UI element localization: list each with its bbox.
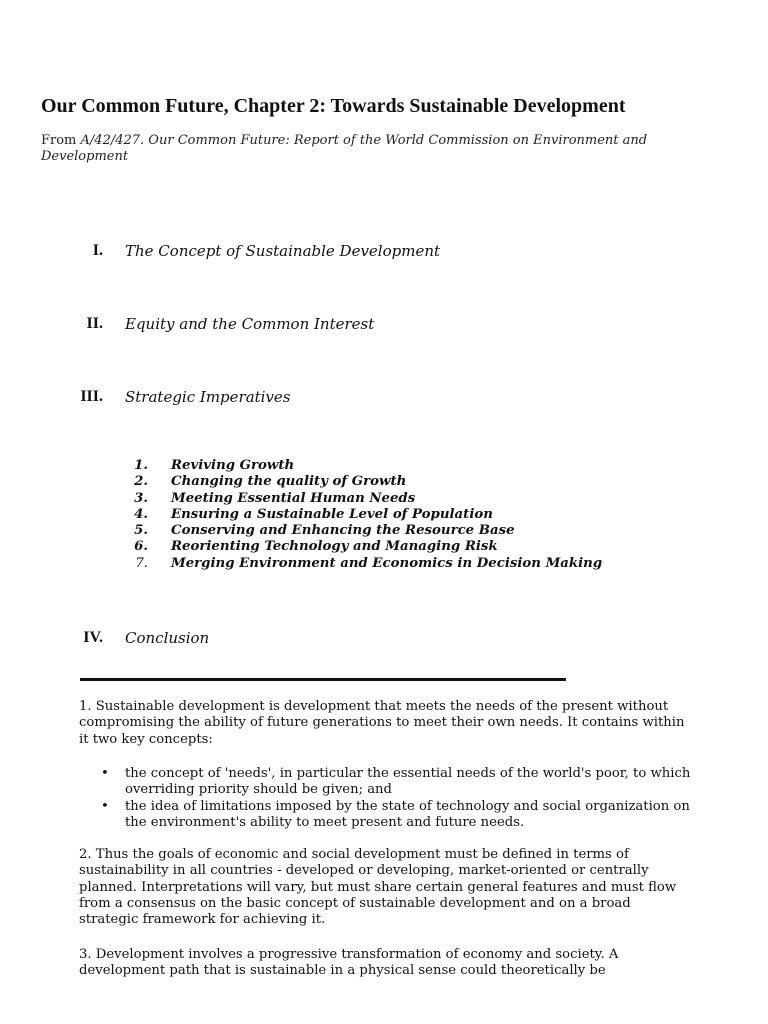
imperative-link[interactable]: Merging Environment and Economics in Decision Making xyxy=(171,555,603,571)
imperative-link[interactable]: Reorienting Technology and Managing Risk xyxy=(171,539,498,555)
bullet-icon: • xyxy=(101,798,109,814)
bullet-item xyxy=(79,766,694,799)
list-number: 7. xyxy=(135,555,148,571)
section-number: I. xyxy=(92,242,103,259)
bullet-text: the concept of 'needs', in particular the essential needs of the world's poor, to which overriding priority should be given; and xyxy=(125,766,691,798)
section-link-conclusion[interactable]: Conclusion xyxy=(125,629,210,647)
list-number: 2. xyxy=(134,474,148,490)
bullet-list xyxy=(79,766,694,831)
list-number: 6. xyxy=(134,539,148,555)
page-title: Our Common Future, Chapter 2: Towards Sustainable Development xyxy=(41,95,626,117)
list-item[interactable] xyxy=(100,491,700,507)
bullet-icon: • xyxy=(101,766,109,781)
imperative-link[interactable]: Changing the quality of Growth xyxy=(171,474,407,490)
source-citation xyxy=(41,133,691,165)
section-link-equity[interactable]: Equity and the Common Interest xyxy=(125,315,375,333)
list-item[interactable] xyxy=(100,523,700,539)
source-title: . Our Common Future: Report of the World Commission on Environment and Development xyxy=(41,133,648,164)
list-item[interactable] xyxy=(100,539,700,555)
horizontal-divider xyxy=(80,678,566,681)
list-item[interactable] xyxy=(100,556,700,572)
list-item[interactable] xyxy=(100,507,700,523)
paragraph-2: 2. Thus the goals of economic and social development must be defined in terms of sustainability in all countries - developed or developing, market-oriented or centrally planned. Interpretations will vary, but must share certain general features and must flow from a consensus on the basic concept of sustainable development and on a broad strategic framework for achieving it. xyxy=(79,847,677,928)
section-number: III. xyxy=(80,388,103,405)
list-item[interactable] xyxy=(100,474,700,490)
section-number: IV. xyxy=(83,629,103,646)
imperative-link[interactable]: Meeting Essential Human Needs xyxy=(171,490,416,506)
list-number: 1. xyxy=(134,458,148,473)
bullet-text: the idea of limitations imposed by the state of technology and social organization on the environment's ability to meet present and future needs. xyxy=(125,798,690,830)
source-ref-link[interactable]: A/42/427 xyxy=(80,133,141,148)
bullet-item xyxy=(79,799,694,832)
section-link-concept[interactable]: The Concept of Sustainable Development xyxy=(125,242,441,260)
source-prefix: From xyxy=(41,133,81,148)
imperative-link[interactable]: Reviving Growth xyxy=(171,458,295,473)
imperatives-list xyxy=(100,458,700,572)
paragraph-3: 3. Development involves a progressive transformation of economy and society. A development path that is sustainable in a physical sense could theoretically be xyxy=(79,947,619,979)
imperative-link[interactable]: Conserving and Enhancing the Resource Base xyxy=(171,523,515,539)
list-item[interactable] xyxy=(100,458,700,474)
list-number: 5. xyxy=(134,523,148,539)
section-link-strategic[interactable]: Strategic Imperatives xyxy=(125,388,291,406)
paragraph-1: 1. Sustainable development is development that meets the needs of the present without compromising the ability of future generations to meet their own needs. It contains within it two key concepts: xyxy=(79,699,685,747)
list-number: 4. xyxy=(134,506,148,522)
imperative-link[interactable]: Ensuring a Sustainable Level of Population xyxy=(171,506,493,522)
list-number: 3. xyxy=(134,490,148,506)
section-number: II. xyxy=(86,315,103,332)
